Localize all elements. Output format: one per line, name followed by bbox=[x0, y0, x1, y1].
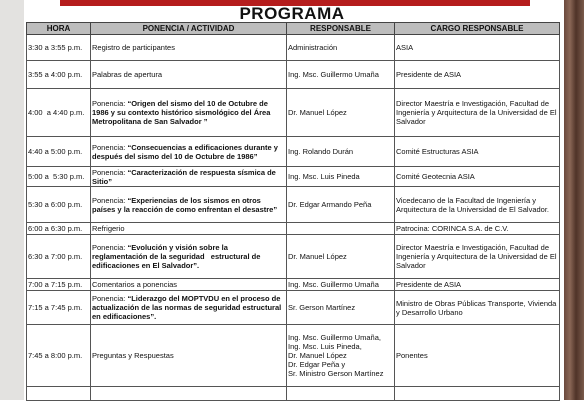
activity-text: “Origen del sismo del 10 de Octubre de 1986 y su contexto histórico sismológico del Área Metropolitana de San Salvador ” bbox=[92, 99, 273, 126]
cell-hora: 3:30 a 3:55 p.m. bbox=[27, 35, 91, 61]
ponencia-prefix: Ponencia: bbox=[92, 294, 128, 303]
table-row bbox=[27, 279, 560, 291]
cell-hora: 5:30 a 6:00 p.m. bbox=[27, 187, 91, 223]
cell-responsable: Ing. Rolando Durán bbox=[287, 137, 395, 167]
table-row bbox=[27, 187, 560, 223]
activity-text: “Consecuencias a edificaciones durante y después del sismo del 10 de Octubre de 1986” bbox=[92, 142, 281, 161]
table-row bbox=[27, 223, 560, 235]
ponencia-prefix: Ponencia: bbox=[92, 99, 128, 108]
cell-actividad bbox=[91, 35, 287, 61]
activity-text: Registro de participantes bbox=[92, 43, 175, 52]
cell-actividad bbox=[91, 291, 287, 325]
header-hora: HORA bbox=[27, 23, 91, 35]
table-row bbox=[27, 137, 560, 167]
cell-cargo: Ponentes bbox=[395, 325, 560, 387]
ponencia-prefix: Ponencia: bbox=[92, 243, 128, 252]
cell-responsable: Ing. Msc. Luis Pineda bbox=[287, 167, 395, 187]
cell-actividad bbox=[91, 387, 287, 401]
cell-cargo: Comité Estructuras ASIA bbox=[395, 137, 560, 167]
activity-text: “Experiencias de los sismos en otros países y la reacción de como enfrentan el desastre” bbox=[92, 195, 278, 214]
cell-actividad bbox=[91, 325, 287, 387]
cell-actividad bbox=[91, 223, 287, 235]
cell-cargo: Director Maestría e Investigación, Facultad de Ingeniería y Arquitectura de la Universidad de El Salvador bbox=[395, 89, 560, 137]
table-row bbox=[27, 89, 560, 137]
cell-cargo: Presidente de ASIA bbox=[395, 279, 560, 291]
cell-actividad bbox=[91, 167, 287, 187]
table-row bbox=[27, 35, 560, 61]
cell-hora: 7:00 a 7:15 p.m. bbox=[27, 279, 91, 291]
activity-text: “Caracterización de respuesta sísmica de Sitio” bbox=[92, 167, 278, 186]
cell-responsable: Dr. Edgar Armando Peña bbox=[287, 187, 395, 223]
cell-cargo: Ministro de Obras Públicas Transporte, Vivienda y Desarrollo Urbano bbox=[395, 291, 560, 325]
page-title: PROGRAMA bbox=[239, 4, 345, 23]
cell-cargo: Comité Geotecnia ASIA bbox=[395, 167, 560, 187]
ponencia-prefix: Ponencia: bbox=[92, 195, 128, 205]
header-responsable: RESPONSABLE bbox=[287, 23, 395, 35]
cell-actividad bbox=[91, 137, 287, 167]
cell-actividad bbox=[91, 61, 287, 89]
cell-hora: 6:00 a 6:30 p.m. bbox=[27, 223, 91, 235]
header-cargo: CARGO RESPONSABLE bbox=[395, 23, 560, 35]
cell-responsable: Dr. Manuel López bbox=[287, 235, 395, 279]
cell-actividad bbox=[91, 279, 287, 291]
activity-text: Comentarios a ponencias bbox=[92, 280, 178, 289]
cell-cargo bbox=[395, 387, 560, 401]
activity-text: Refrigerio bbox=[92, 224, 125, 233]
table-row bbox=[27, 291, 560, 325]
cell-hora bbox=[27, 387, 91, 401]
left-margin-strip bbox=[0, 0, 24, 400]
cell-cargo: Vicedecano de la Facultad de Ingeniería y Arquitectura de la Universidad de El Salvador. bbox=[395, 187, 560, 223]
activity-text: Preguntas y Respuestas bbox=[92, 351, 174, 360]
ponencia-prefix: Ponencia: bbox=[92, 167, 128, 177]
table-header-row bbox=[27, 23, 560, 35]
cell-cargo: Director Maestría e Investigación, Facultad de Ingeniería y Arquitectura de la Universidad de El Salvador bbox=[395, 235, 560, 279]
table-row bbox=[27, 387, 560, 401]
table-row bbox=[27, 167, 560, 187]
cell-hora: 7:15 a 7:45 p.m. bbox=[27, 291, 91, 325]
table-row bbox=[27, 235, 560, 279]
cell-actividad bbox=[91, 187, 287, 223]
cell-responsable: Ing. Msc. Guillermo Umaña bbox=[287, 61, 395, 89]
cell-hora: 7:45 a 8:00 p.m. bbox=[27, 325, 91, 387]
cell-hora: 5:00 a 5:30 p.m. bbox=[27, 167, 91, 187]
header-actividad: PONENCIA / ACTIVIDAD bbox=[91, 23, 287, 35]
activity-text: Palabras de apertura bbox=[92, 70, 163, 79]
cell-hora: 4:40 a 5:00 p.m. bbox=[27, 137, 91, 167]
cell-responsable: Sr. Gerson Martínez bbox=[287, 291, 395, 325]
cell-responsable: Dr. Manuel López bbox=[287, 89, 395, 137]
cell-hora: 4:00 a 4:40 p.m. bbox=[27, 89, 91, 137]
ponencia-prefix: Ponencia: bbox=[92, 142, 128, 152]
cell-responsable: Ing. Msc. Guillermo Umaña bbox=[287, 279, 395, 291]
cell-hora: 6:30 a 7:00 p.m. bbox=[27, 235, 91, 279]
right-wood-border bbox=[564, 0, 584, 400]
activity-text: “Evolución y visión sobre la reglamentación de la seguridad estructural de edificaciones en El Salvador”. bbox=[92, 243, 263, 270]
cell-cargo: ASIA bbox=[395, 35, 560, 61]
cell-responsable bbox=[287, 387, 395, 401]
table-row bbox=[27, 61, 560, 89]
cell-actividad bbox=[91, 89, 287, 137]
table-row bbox=[27, 325, 560, 387]
cell-responsable bbox=[287, 223, 395, 235]
cell-cargo: Patrocina: CORINCA S.A. de C.V. bbox=[395, 223, 560, 235]
cell-actividad bbox=[91, 235, 287, 279]
cell-hora: 3:55 a 4:00 p.m. bbox=[27, 61, 91, 89]
program-table bbox=[26, 22, 560, 401]
cell-responsable: Ing. Msc. Guillermo Umaña, Ing. Msc. Luis Pineda, Dr. Manuel López Dr. Edgar Peña y Sr. Ministro Gerson Martínez bbox=[287, 325, 395, 387]
cell-cargo: Presidente de ASIA bbox=[395, 61, 560, 89]
cell-responsable: Administración bbox=[287, 35, 395, 61]
activity-text: “Liderazgo del MOPTVDU en el proceso de actualización de las normas de seguridad estructural en edificaciones”. bbox=[92, 294, 284, 321]
